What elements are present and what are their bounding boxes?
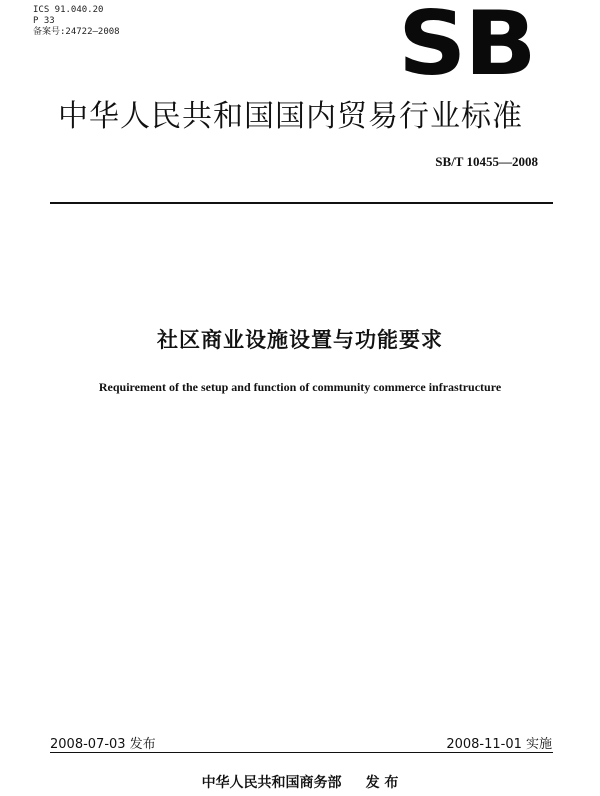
publisher-name: 中华人民共和国商务部 xyxy=(201,775,342,791)
publisher-action: 发 布 xyxy=(365,775,399,791)
publisher-line xyxy=(0,772,600,792)
document-title: 社区商业设施设置与功能要求 xyxy=(157,328,443,352)
ics-code: ICS 91.040.20 xyxy=(33,5,104,15)
record-number: 备案号:24722—2008 xyxy=(33,27,120,37)
bottom-divider xyxy=(50,752,553,753)
standard-number: SB/T 10455—2008 xyxy=(435,154,538,169)
org-title: 中华人民共和国国内贸易行业标准 xyxy=(58,99,523,134)
document-title-english: Requirement of the setup and function of community commerce infrastructure xyxy=(98,380,502,394)
issue-date: 2008-07-03 发布 xyxy=(50,737,156,752)
implementation-date: 2008-11-01 实施 xyxy=(446,737,552,752)
top-divider xyxy=(50,202,553,204)
classification-block xyxy=(33,5,120,38)
sb-logo: SB xyxy=(398,0,535,95)
ccs-code: P 33 xyxy=(33,16,55,26)
